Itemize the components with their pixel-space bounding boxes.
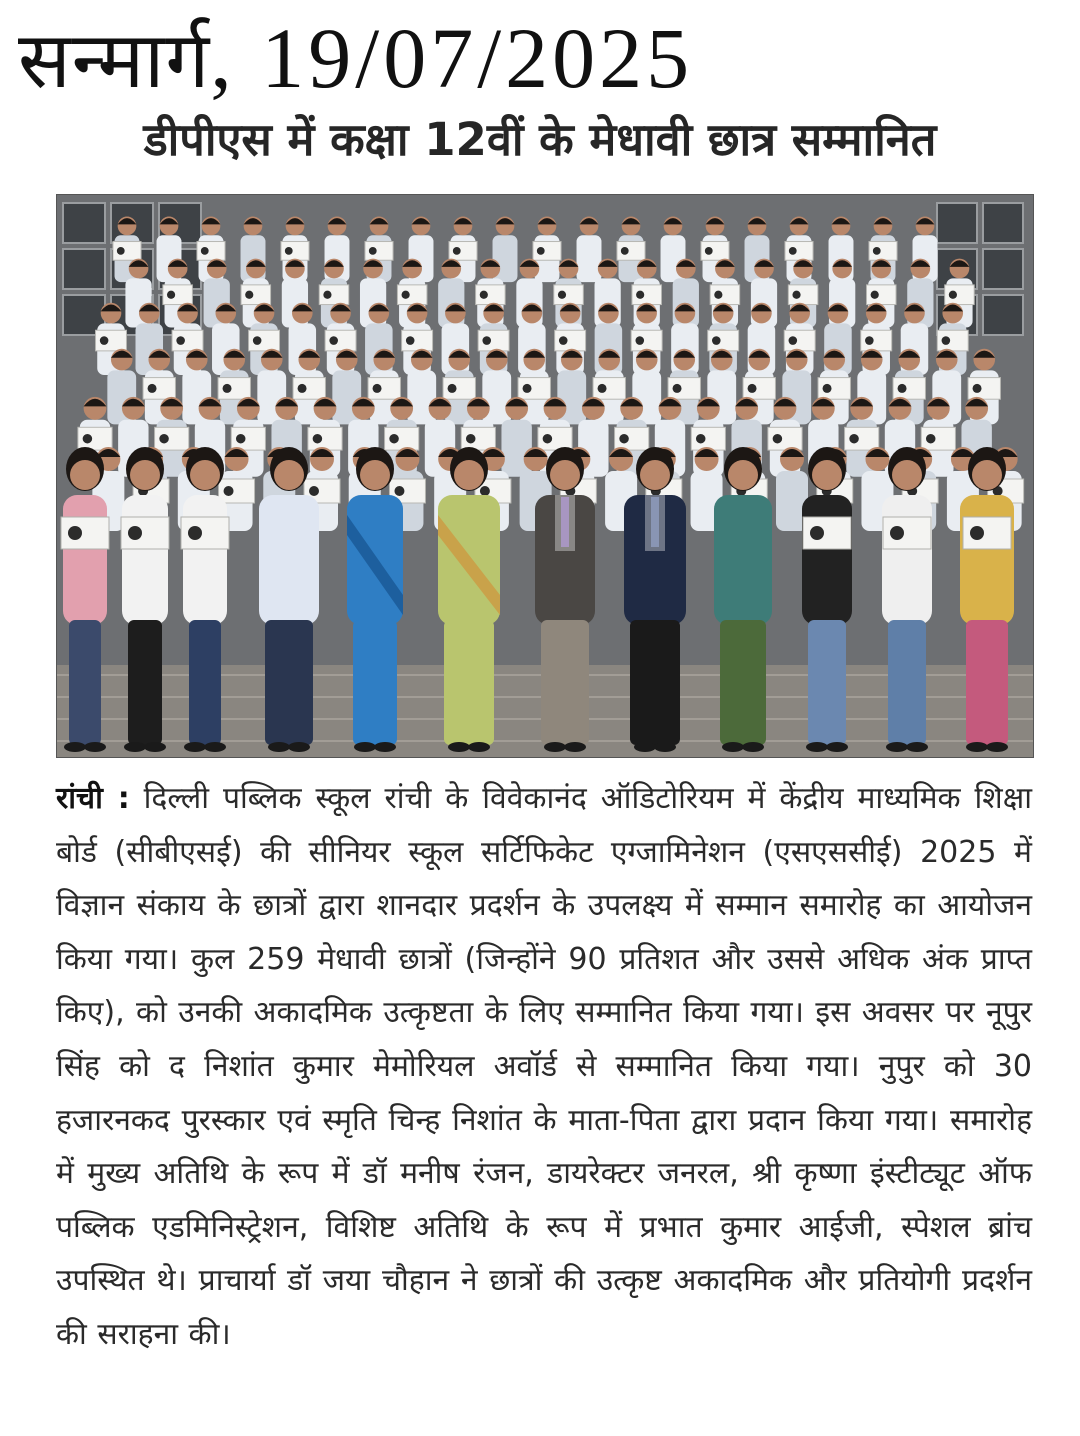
person-shoe [448,742,470,752]
certificate-emblem [201,247,209,255]
certificate-emblem [480,486,490,496]
person-shoe [742,742,764,752]
certificate-emblem [369,247,377,255]
article-headline: डीपीएस में कक्षा 12वीं के मेधावी छात्र सम्मानित [143,113,937,166]
student-shirt [407,370,436,424]
person-shoe [288,742,310,752]
certificate-emblem [309,486,319,496]
certificate-emblem [373,384,382,393]
person-face [892,460,922,490]
person-torso [259,495,319,625]
article-dateline: रांची : [56,781,130,816]
person-face [190,460,220,490]
certificate-emblem [890,526,904,540]
person-legs [444,620,494,745]
certificate-emblem [635,336,644,345]
certificate-emblem [482,336,491,345]
person-shoe [184,742,206,752]
window [983,203,1023,243]
certificate-emblem [970,526,984,540]
shirt-front [645,495,665,551]
certificate-emblem [773,434,783,444]
certificate-emblem [313,434,323,444]
person-shoe [806,742,828,752]
person-torso [802,495,852,625]
person-shoe [826,742,848,752]
person-face [454,460,484,490]
certificate-emblem [245,291,253,299]
certificate-emblem [176,336,185,345]
publication-date: 19/07/2025 [261,10,694,106]
certificate-emblem [619,434,629,444]
certificate-emblem [128,526,142,540]
window [983,249,1023,289]
person-torso [714,495,772,625]
certificate-emblem [748,384,757,393]
person-face [728,460,758,490]
window [63,203,105,243]
newspaper-masthead [18,8,1068,108]
certificate-emblem [236,434,246,444]
certificate-emblem [83,434,93,444]
certificate-emblem [926,434,936,444]
shirt-front [555,495,575,551]
person-legs [966,620,1008,745]
person-shoe [64,742,86,752]
person-shoe [124,742,146,752]
group-photo-illustration [57,195,1033,757]
certificate-emblem [167,291,175,299]
certificate-emblem [714,291,722,299]
certificate-emblem [621,247,629,255]
person-shoe [986,742,1008,752]
certificate-emblem [329,336,338,345]
separator: , [210,10,262,106]
person-face [130,460,160,490]
student-shirt [501,420,531,477]
person-shoe [374,742,396,752]
certificate-emblem [188,526,202,540]
certificate-emblem [705,247,713,255]
certificate-emblem [448,384,457,393]
person-shoe [84,742,106,752]
certificate-emblem [823,384,832,393]
group-photo [56,194,1034,758]
person-face [550,460,580,490]
person-torso [183,495,227,625]
certificate-emblem [871,291,879,299]
person-shoe [886,742,908,752]
person-legs [128,620,162,745]
person-face [274,460,304,490]
certificate-emblem [543,434,553,444]
person-shoe [544,742,566,752]
certificate-emblem [298,384,307,393]
certificate-emblem [898,384,907,393]
person-face [972,460,1002,490]
certificate-emblem [673,384,682,393]
person-legs [720,620,766,745]
person-legs [69,620,101,745]
person-shoe [906,742,928,752]
certificate-emblem [696,434,706,444]
person-shoe [268,742,290,752]
person-torso [122,495,168,625]
certificate-emblem [466,434,476,444]
person-shoe [722,742,744,752]
certificate-emblem [117,247,125,255]
window [937,203,977,243]
certificate-emblem [865,336,874,345]
person-legs [541,620,589,745]
certificate-emblem [558,291,566,299]
article-body [56,772,1032,1362]
certificate-emblem [480,291,488,299]
certificate-emblem [285,247,293,255]
person-shoe [564,742,586,752]
certificate-emblem [810,526,824,540]
certificate-emblem [973,384,982,393]
person-shoe [966,742,988,752]
certificate-emblem [402,291,410,299]
certificate-emblem [100,336,109,345]
certificate-emblem [148,384,157,393]
certificate-emblem [636,291,644,299]
newspaper-name: सन्मार्ग [18,16,211,106]
certificate-emblem [223,384,232,393]
certificate-emblem [712,336,721,345]
person-legs [353,620,397,745]
person-face [360,460,390,490]
window [983,295,1023,335]
certificate-emblem [389,434,399,444]
person-torso [882,495,932,625]
certificate-emblem [942,336,951,345]
student-shirt [482,370,511,424]
person-legs [808,620,846,745]
person-shoe [468,742,490,752]
certificate-emblem [792,291,800,299]
person-shoe [144,742,166,752]
certificate-emblem [394,486,404,496]
person-legs [265,620,313,745]
student-shirt [577,235,602,282]
person-legs [888,620,926,745]
certificate-emblem [849,434,859,444]
certificate-emblem [253,336,262,345]
person-shoe [654,742,676,752]
certificate-emblem [406,336,415,345]
person-shoe [354,742,376,752]
certificate-emblem [68,526,82,540]
certificate-emblem [559,336,568,345]
article-text: दिल्ली पब्लिक स्कूल रांची के विवेकानंद ऑडिटोरियम में केंद्रीय माध्यमिक शिक्षा बोर्ड (सीबीएसई) की सीनियर स्कूल सर्टिफिकेट एग्जामिनेशन (एसएससीई) 2025 में विज्ञान संकाय के छात्रों द्वारा शानदार प्रदर्शन के उपलक्ष्य में सम्मान समारोह का आयोजन किया गया। कुल 259 मेधावी छात्रों (जिन्होंने 90 प्रतिशत और उससे अधिक अंक प्राप्त किए), को उनकी अकादमिक उत्कृष्टता के लिए सम्मानित किया गया। इस अवसर पर नूपुर सिंह को द निशांत कुमार मेमोरियल अवॉर्ड से सम्मानित किया गया। नुपुर को 30 हजारनकद पुरस्कार एवं स्मृति चिन्ह निशांत के माता-पिता द्वारा प्रदान किया गया। समारोह में मुख्य अतिथि के रूप में डॉ मनीष रंजन, डायरेक्टर जनरल, श्री कृष्णा इंस्टीट्यूट ऑफ पब्लिक एडमिनिस्ट्रेशन, विशिष्ट अतिथि के रूप में प्रभात कुमार आईजी, स्पेशल ब्रांच उपस्थित थे। प्राचार्या डॉ जया चौहान ने छात्रों की उत्कृष्ट अकादमिक और प्रतियोगी प्रदर्शन की सराहना की। [56,781,1032,1352]
certificate-emblem [537,247,545,255]
certificate-emblem [598,384,607,393]
certificate-emblem [159,434,169,444]
person-legs [189,620,221,745]
certificate-emblem [789,247,797,255]
person-torso [960,495,1014,625]
person-face [812,460,842,490]
certificate-emblem [523,384,532,393]
certificate-emblem [949,291,957,299]
person-legs [630,620,680,745]
person-face [640,460,670,490]
certificate-emblem [453,247,461,255]
certificate-emblem [873,247,881,255]
person-torso [63,495,107,625]
window [63,249,105,289]
person-shoe [634,742,656,752]
certificate-emblem [224,486,234,496]
certificate-emblem [789,336,798,345]
person-shoe [204,742,226,752]
person-face [70,460,100,490]
student [577,217,602,283]
certificate-emblem [323,291,331,299]
